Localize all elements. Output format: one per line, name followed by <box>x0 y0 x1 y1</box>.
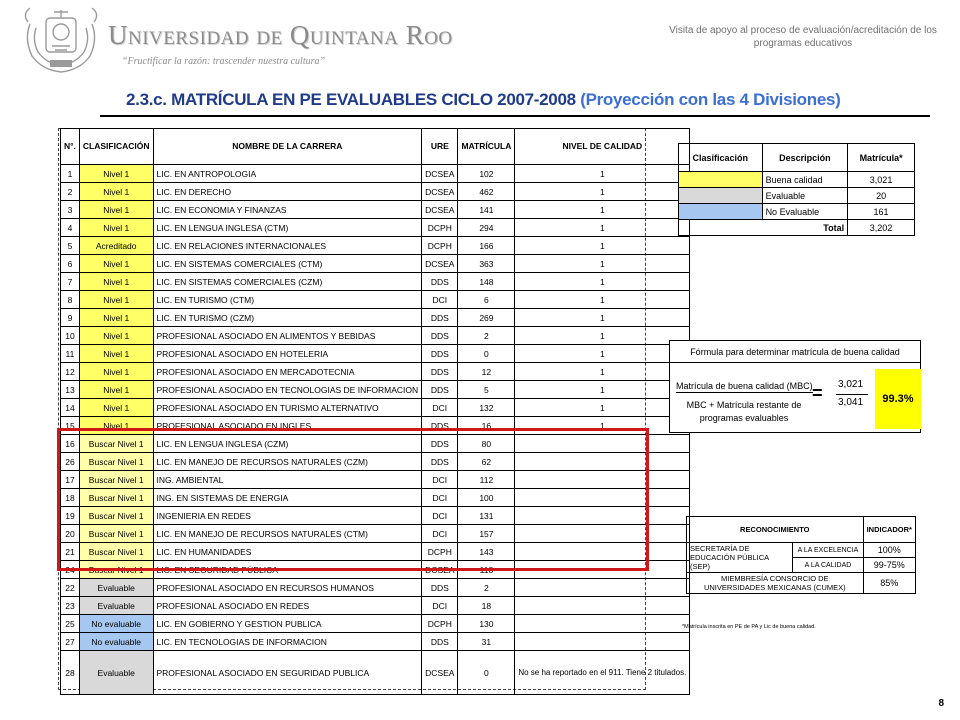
row-ure: DCI <box>422 525 458 543</box>
row-classification: Buscar Nivel 1 <box>79 435 153 453</box>
row-quality-level <box>515 543 690 561</box>
row-enrollment: 363 <box>458 255 515 273</box>
row-ure: DCSEA <box>422 255 458 273</box>
row-quality-level: 1 <box>515 255 690 273</box>
row-number: 9 <box>61 309 80 327</box>
summary-swatch <box>679 172 763 188</box>
row-career-name: PROFESIONAL ASOCIADO EN RECURSOS HUMANOS <box>153 579 422 597</box>
row-enrollment: 18 <box>458 597 515 615</box>
row-career-name: LIC. EN SISTEMAS COMERCIALES (CTM) <box>153 255 422 273</box>
row-ure: DCPH <box>422 615 458 633</box>
row-quality-level: 1 <box>515 183 690 201</box>
page-title-main: 2.3.c. MATRÍCULA EN PE EVALUABLES CICLO 2007-2008 <box>126 90 576 109</box>
row-number: 2 <box>61 183 80 201</box>
formula-equals: = <box>812 383 823 403</box>
row-ure: DCPH <box>422 219 458 237</box>
row-career-name: INGENIERIA EN REDES <box>153 507 422 525</box>
row-ure: DDS <box>422 633 458 651</box>
row-enrollment: 141 <box>458 201 515 219</box>
row-enrollment: 6 <box>458 291 515 309</box>
formula-numerator-value: 3,021 <box>838 379 864 390</box>
row-quality-level <box>515 633 690 651</box>
row-career-name: PROFESIONAL ASOCIADO EN MERCADOTECNIA <box>153 363 422 381</box>
row-classification: Nivel 1 <box>79 165 153 183</box>
row-career-name: LIC. EN TECNOLOGIAS DE INFORMACION <box>153 633 422 651</box>
col-header-career-name: NOMBRE DE LA CARRERA <box>153 129 422 165</box>
page-number: 8 <box>938 698 944 709</box>
row-quality-level: 1 <box>515 165 690 183</box>
row-enrollment: 132 <box>458 399 515 417</box>
row-career-name: PROFESIONAL ASOCIADO EN REDES <box>153 597 422 615</box>
row-career-name: LIC. EN LENGUA INGLESA (CZM) <box>153 435 422 453</box>
row-quality-level <box>515 525 690 543</box>
table-row <box>61 399 690 417</box>
table-row <box>61 273 690 291</box>
row-quality-level <box>515 435 690 453</box>
summary-enrollment: 20 <box>848 188 915 204</box>
row-quality-level: 1 <box>515 273 690 291</box>
row-number: 10 <box>61 327 80 345</box>
table-row <box>61 309 690 327</box>
row-enrollment: 31 <box>458 633 515 651</box>
formula-box <box>669 340 921 433</box>
table-row <box>61 381 690 399</box>
row-classification: Buscar Nivel 1 <box>79 525 153 543</box>
row-classification: Nivel 1 <box>79 345 153 363</box>
row-career-name: ING. AMBIENTAL <box>153 471 422 489</box>
row-number: 12 <box>61 363 80 381</box>
row-classification: Evaluable <box>79 597 153 615</box>
row-classification: Nivel 1 <box>79 273 153 291</box>
row-number: 1 <box>61 165 80 183</box>
row-ure: DCSEA <box>422 561 458 579</box>
table-row <box>61 615 690 633</box>
row-career-name: PROFESIONAL ASOCIADO EN TURISMO ALTERNATIVO <box>153 399 422 417</box>
row-ure: DDS <box>422 417 458 435</box>
summary-table <box>678 143 915 236</box>
recognition-table <box>686 516 916 594</box>
summary-swatch <box>679 188 763 204</box>
row-enrollment: 5 <box>458 381 515 399</box>
row-ure: DDS <box>422 309 458 327</box>
row-career-name: LIC. EN HUMANIDADES <box>153 543 422 561</box>
row-enrollment: 12 <box>458 363 515 381</box>
university-seal-icon <box>22 4 100 74</box>
recognition-row <box>687 543 916 558</box>
row-enrollment: 112 <box>458 471 515 489</box>
row-number: 13 <box>61 381 80 399</box>
row-classification: Nivel 1 <box>79 399 153 417</box>
row-career-name: LIC. EN SISTEMAS COMERCIALES (CZM) <box>153 273 422 291</box>
row-quality-level: 1 <box>515 291 690 309</box>
row-number: 23 <box>61 597 80 615</box>
page-title-sub: (Proyección con las 4 Divisiones) <box>580 90 841 109</box>
row-number: 14 <box>61 399 80 417</box>
recognition-mention: A LA CALIDAD <box>793 558 863 573</box>
row-number: 7 <box>61 273 80 291</box>
row-quality-level <box>515 471 690 489</box>
row-classification: Buscar Nivel 1 <box>79 507 153 525</box>
row-enrollment: 157 <box>458 525 515 543</box>
row-ure: DDS <box>422 435 458 453</box>
row-enrollment: 148 <box>458 273 515 291</box>
recognition-mention: A LA EXCELENCIA <box>793 543 863 558</box>
row-quality-level <box>515 579 690 597</box>
summary-enrollment: 161 <box>848 204 915 220</box>
col-header-enrollment: MATRÍCULA <box>458 129 515 165</box>
row-quality-level <box>515 507 690 525</box>
row-enrollment: 2 <box>458 579 515 597</box>
row-career-name: PROFESIONAL ASOCIADO EN SEGURIDAD PUBLICA <box>153 651 422 695</box>
formula-fraction-bar <box>836 394 868 395</box>
row-ure: DDS <box>422 327 458 345</box>
row-ure: DCSEA <box>422 651 458 695</box>
row-classification: Nivel 1 <box>79 291 153 309</box>
row-enrollment: 2 <box>458 327 515 345</box>
row-classification: Acreditado <box>79 237 153 255</box>
row-enrollment: 0 <box>458 345 515 363</box>
row-career-name: LIC. EN LENGUA INGLESA (CTM) <box>153 219 422 237</box>
row-number: 20 <box>61 525 80 543</box>
row-enrollment: 462 <box>458 183 515 201</box>
row-enrollment: 16 <box>458 417 515 435</box>
col-header-ure: URE <box>422 129 458 165</box>
row-quality-level: 1 <box>515 309 690 327</box>
row-classification: No evaluable <box>79 615 153 633</box>
row-ure: DDS <box>422 579 458 597</box>
row-career-name: LIC. EN MANEJO DE RECURSOS NATURALES (CZM) <box>153 453 422 471</box>
recognition-indicator: 99-75% <box>863 558 915 573</box>
row-number: 4 <box>61 219 80 237</box>
row-enrollment: 166 <box>458 237 515 255</box>
table-row <box>61 417 690 435</box>
summary-description: No Evaluable <box>762 204 848 220</box>
table-row <box>61 489 690 507</box>
table-row <box>61 579 690 597</box>
indicator-header: INDICADOR* <box>863 517 915 543</box>
row-ure: DCI <box>422 489 458 507</box>
row-number: 27 <box>61 633 80 651</box>
formula-denominator-value: 3,041 <box>838 397 864 408</box>
summary-enrollment: 3,021 <box>848 172 915 188</box>
row-classification: Nivel 1 <box>79 255 153 273</box>
row-classification: Evaluable <box>79 579 153 597</box>
formula-result: 99.3% <box>875 369 921 429</box>
row-enrollment: 62 <box>458 453 515 471</box>
recognition-org: SECRETARÍA DE EDUCACIÓN PÚBLICA (SEP) <box>687 543 793 573</box>
row-quality-level: 1 <box>515 237 690 255</box>
table-row <box>61 201 690 219</box>
row-classification: Nivel 1 <box>79 363 153 381</box>
row-ure: DCSEA <box>422 183 458 201</box>
row-quality-level <box>515 615 690 633</box>
row-career-name: PROFESIONAL ASOCIADO EN HOTELERIA <box>153 345 422 363</box>
page-title <box>126 90 841 110</box>
row-career-name: LIC. EN TURISMO (CZM) <box>153 309 422 327</box>
formula-denominator: MBC + Matrícula restante de programas evaluables <box>686 400 802 423</box>
table-row <box>61 651 690 695</box>
row-classification: Nivel 1 <box>79 309 153 327</box>
university-motto: “Fructificar la razón: trascender nuestra cultura” <box>122 56 326 67</box>
row-quality-level: 1 <box>515 345 690 363</box>
row-classification: Nivel 1 <box>79 417 153 435</box>
summary-total-label: Total <box>679 220 848 236</box>
table-row <box>61 237 690 255</box>
enrollment-table <box>60 128 690 695</box>
row-quality-level <box>515 561 690 579</box>
table-row <box>61 633 690 651</box>
row-number: 19 <box>61 507 80 525</box>
summary-row <box>679 204 915 220</box>
table-row <box>61 453 690 471</box>
row-ure: DCI <box>422 399 458 417</box>
summary-total-value: 3,202 <box>848 220 915 236</box>
row-classification: Buscar Nivel 1 <box>79 453 153 471</box>
title-underline <box>100 115 930 117</box>
formula-numerator: Matrícula de buena calidad (MBC) <box>676 381 813 391</box>
row-career-name: LIC. EN GOBIERNO Y GESTION PUBLICA <box>153 615 422 633</box>
row-ure: DDS <box>422 273 458 291</box>
row-career-name: LIC. EN RELACIONES INTERNACIONALES <box>153 237 422 255</box>
summary-description: Evaluable <box>762 188 848 204</box>
row-career-name: PROFESIONAL ASOCIADO EN INGLES <box>153 417 422 435</box>
row-number: 6 <box>61 255 80 273</box>
row-classification: No evaluable <box>79 633 153 651</box>
row-number: 3 <box>61 201 80 219</box>
row-number: 17 <box>61 471 80 489</box>
row-quality-level: 1 <box>515 201 690 219</box>
table-row <box>61 327 690 345</box>
row-enrollment: 118 <box>458 561 515 579</box>
row-career-name: LIC. EN SEGURIDAD PÚBLICA <box>153 561 422 579</box>
summary-header-description: Descripción <box>762 144 848 172</box>
row-number: 28 <box>61 651 80 695</box>
row-career-name: LIC. EN TURISMO (CTM) <box>153 291 422 309</box>
col-header-number: N°. <box>61 129 80 165</box>
row-classification: Nivel 1 <box>79 219 153 237</box>
row-number: 5 <box>61 237 80 255</box>
row-ure: DDS <box>422 345 458 363</box>
row-career-name: LIC. EN DERECHO <box>153 183 422 201</box>
recognition-row <box>687 573 916 594</box>
row-quality-level: No se ha reportado en el 911. Tiene 2 titulados. <box>515 651 690 695</box>
row-ure: DDS <box>422 381 458 399</box>
row-enrollment: 102 <box>458 165 515 183</box>
row-classification: Nivel 1 <box>79 327 153 345</box>
table-row <box>61 291 690 309</box>
summary-total-row <box>679 220 915 236</box>
row-quality-level: 1 <box>515 363 690 381</box>
table-row <box>61 219 690 237</box>
row-classification: Evaluable <box>79 651 153 695</box>
summary-description: Buena calidad <box>762 172 848 188</box>
row-number: 15 <box>61 417 80 435</box>
summary-row <box>679 188 915 204</box>
row-enrollment: 100 <box>458 489 515 507</box>
row-enrollment: 130 <box>458 615 515 633</box>
row-ure: DCPH <box>422 543 458 561</box>
col-header-quality-level: NIVEL DE CALIDAD <box>515 129 690 165</box>
recognition-indicator: 85% <box>863 573 915 594</box>
row-ure: DCSEA <box>422 165 458 183</box>
table-row <box>61 471 690 489</box>
recognition-footnote: *Matrícula inscrita en PE de PA y Lic de buena calidad. <box>682 624 816 630</box>
table-row <box>61 435 690 453</box>
row-career-name: PROFESIONAL ASOCIADO EN ALIMENTOS Y BEBIDAS <box>153 327 422 345</box>
row-classification: Buscar Nivel 1 <box>79 561 153 579</box>
row-classification: Nivel 1 <box>79 201 153 219</box>
recognition-org: MIEMBRESÍA CONSORCIO DE UNIVERSIDADES MEXICANAS (CUMEX) <box>687 573 864 594</box>
table-row <box>61 363 690 381</box>
row-ure: DCPH <box>422 237 458 255</box>
enrollment-table-header <box>61 129 690 165</box>
table-row <box>61 255 690 273</box>
row-number: 8 <box>61 291 80 309</box>
row-number: 21 <box>61 543 80 561</box>
row-enrollment: 80 <box>458 435 515 453</box>
row-quality-level <box>515 597 690 615</box>
row-number: 16 <box>61 435 80 453</box>
summary-header-enrollment: Matrícula* <box>848 144 915 172</box>
table-row <box>61 561 690 579</box>
table-row <box>61 165 690 183</box>
row-quality-level: 1 <box>515 381 690 399</box>
row-number: 18 <box>61 489 80 507</box>
row-number: 24 <box>61 561 80 579</box>
row-enrollment: 269 <box>458 309 515 327</box>
row-classification: Buscar Nivel 1 <box>79 543 153 561</box>
row-career-name: LIC. EN ECONOMIA Y FINANZAS <box>153 201 422 219</box>
row-ure: DDS <box>422 453 458 471</box>
row-quality-level: 1 <box>515 417 690 435</box>
university-name: Universidad de Quintana Roo <box>108 20 453 50</box>
row-enrollment: 294 <box>458 219 515 237</box>
row-ure: DCI <box>422 291 458 309</box>
table-row <box>61 183 690 201</box>
row-number: 11 <box>61 345 80 363</box>
row-career-name: PROFESIONAL ASOCIADO EN TECNOLOGIAS DE INFORMACION <box>153 381 422 399</box>
row-enrollment: 143 <box>458 543 515 561</box>
row-ure: DCI <box>422 471 458 489</box>
table-row <box>61 507 690 525</box>
row-ure: DDS <box>422 363 458 381</box>
row-quality-level: 1 <box>515 327 690 345</box>
row-ure: DCSEA <box>422 201 458 219</box>
row-quality-level: 1 <box>515 219 690 237</box>
row-classification: Nivel 1 <box>79 381 153 399</box>
row-quality-level <box>515 453 690 471</box>
recognition-header: RECONOCIMIENTO <box>687 517 864 543</box>
recognition-indicator: 100% <box>863 543 915 558</box>
row-quality-level <box>515 489 690 507</box>
row-number: 25 <box>61 615 80 633</box>
table-row <box>61 543 690 561</box>
row-quality-level: 1 <box>515 399 690 417</box>
summary-header-classification: Clasificación <box>679 144 763 172</box>
row-career-name: ING. EN SISTEMAS DE ENERGIA <box>153 489 422 507</box>
table-row <box>61 345 690 363</box>
table-row <box>61 525 690 543</box>
row-number: 22 <box>61 579 80 597</box>
formula-title: Fórmula para determinar matrícula de buena calidad <box>670 341 920 363</box>
row-career-name: LIC. EN MANEJO DE RECURSOS NATURALES (CTM) <box>153 525 422 543</box>
summary-row <box>679 172 915 188</box>
summary-swatch <box>679 204 763 220</box>
row-classification: Buscar Nivel 1 <box>79 471 153 489</box>
visit-caption: Visita de apoyo al proceso de evaluación/acreditación de los programas educativos <box>669 25 937 49</box>
row-number: 26 <box>61 453 80 471</box>
row-ure: DCI <box>422 597 458 615</box>
row-career-name: LIC. EN ANTROPOLOGIA <box>153 165 422 183</box>
row-classification: Buscar Nivel 1 <box>79 489 153 507</box>
row-classification: Nivel 1 <box>79 183 153 201</box>
row-enrollment: 131 <box>458 507 515 525</box>
row-ure: DCI <box>422 507 458 525</box>
table-row <box>61 597 690 615</box>
row-enrollment: 0 <box>458 651 515 695</box>
col-header-classification: CLASIFICACIÓN <box>79 129 153 165</box>
